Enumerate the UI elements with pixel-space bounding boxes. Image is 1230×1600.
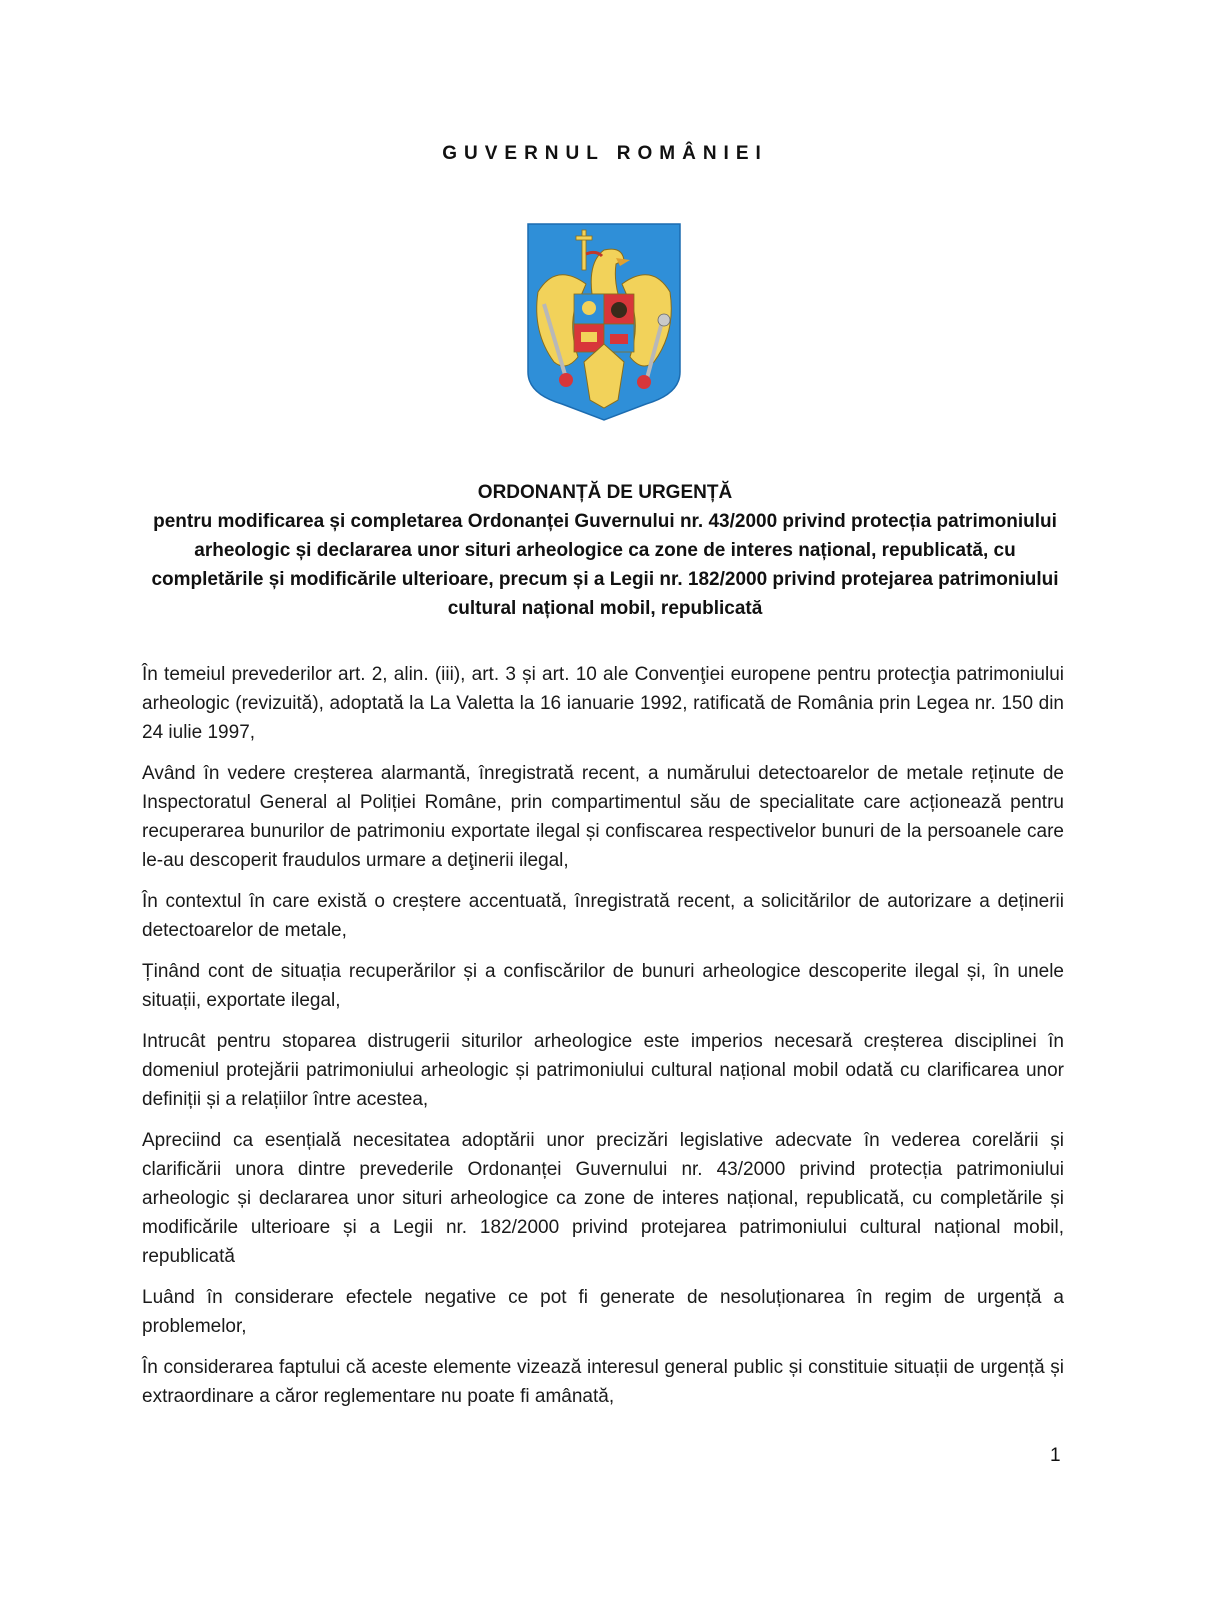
paragraph: În contextul în care există o creștere accentuată, înregistrată recent, a solicitărilor de autorizare a deținerii detectoarelor de metale, xyxy=(142,891,1064,941)
preamble-body xyxy=(142,660,1064,1423)
romanian-coat-of-arms-icon xyxy=(526,222,682,422)
government-header: GUVERNUL ROMÂNIEI xyxy=(442,143,768,164)
ordinance-subtitle: pentru modificarea și completarea Ordonanței Guvernului nr. 43/2000 privind protecția patrimoniului arheologic și declararea unor situri arheologice ca zone de interes național, republicată, cu completările și modificările ulterioare, precum și a Legii nr. 182/2000 privind protejarea patrimoniului cultural național mobil, republicată xyxy=(151,511,1059,619)
paragraph: În considerarea faptului că aceste elemente vizează interesul general public și constituie situații de urgență și extraordinare a căror reglementare nu poate fi amânată, xyxy=(142,1357,1064,1407)
paragraph: Având în vedere creșterea alarmantă, înregistrată recent, a numărului detectoarelor de metale reținute de Inspectoratul General al Poliției Române, prin compartimentul său de specialitate care acționează pentru recuperarea bunurilor de patrimoniu exportate ilegal și confiscarea respectivelor bunuri de la persoanele care le-au descoperit fraudulos urmare a deţinerii ilegal, xyxy=(142,763,1064,871)
paragraph: Luând în considerare efectele negative ce pot fi generate de nesoluționarea în regim de urgență a problemelor, xyxy=(142,1287,1064,1337)
ordinance-heading: ORDONANȚĂ DE URGENȚĂ xyxy=(477,482,733,503)
paragraph: Ținând cont de situația recuperărilor și a confiscărilor de bunuri arheologice descoperite ilegal și, în unele situații, exportate ilegal, xyxy=(142,961,1064,1011)
paragraph: Intrucât pentru stoparea distrugerii siturilor arheologice este imperios necesară creșterea disciplinei în domeniul protejării patrimoniului arheologic și patrimoniului cultural național mobil odată cu clarificarea unor definiții și a relațiilor între acestea, xyxy=(142,1031,1064,1110)
paragraph: În temeiul prevederilor art. 2, alin. (iii), art. 3 și art. 10 ale Convenţiei europene pentru protecţia patrimoniului arheologic (revizuită), adoptată la La Valetta la 16 ianuarie 1992, ratificată de România prin Legea nr. 150 din 24 iulie 1997, xyxy=(142,664,1064,743)
paragraph: Apreciind ca esențială necesitatea adoptării unor precizări legislative adecvate în vederea corelării și clarificării unora dintre prevederile Ordonanței Guvernului nr. 43/2000 privind protecția patrimoniului arheologic și declararea unor situri arheologice ca zone de interes național, republicată, cu completările și modificările ulterioare și a Legii nr. 182/2000 privind protejarea patrimoniului cultural național mobil, republicată xyxy=(142,1130,1064,1267)
ordinance-title xyxy=(140,478,1070,623)
page-number: 1 xyxy=(1050,1445,1061,1466)
